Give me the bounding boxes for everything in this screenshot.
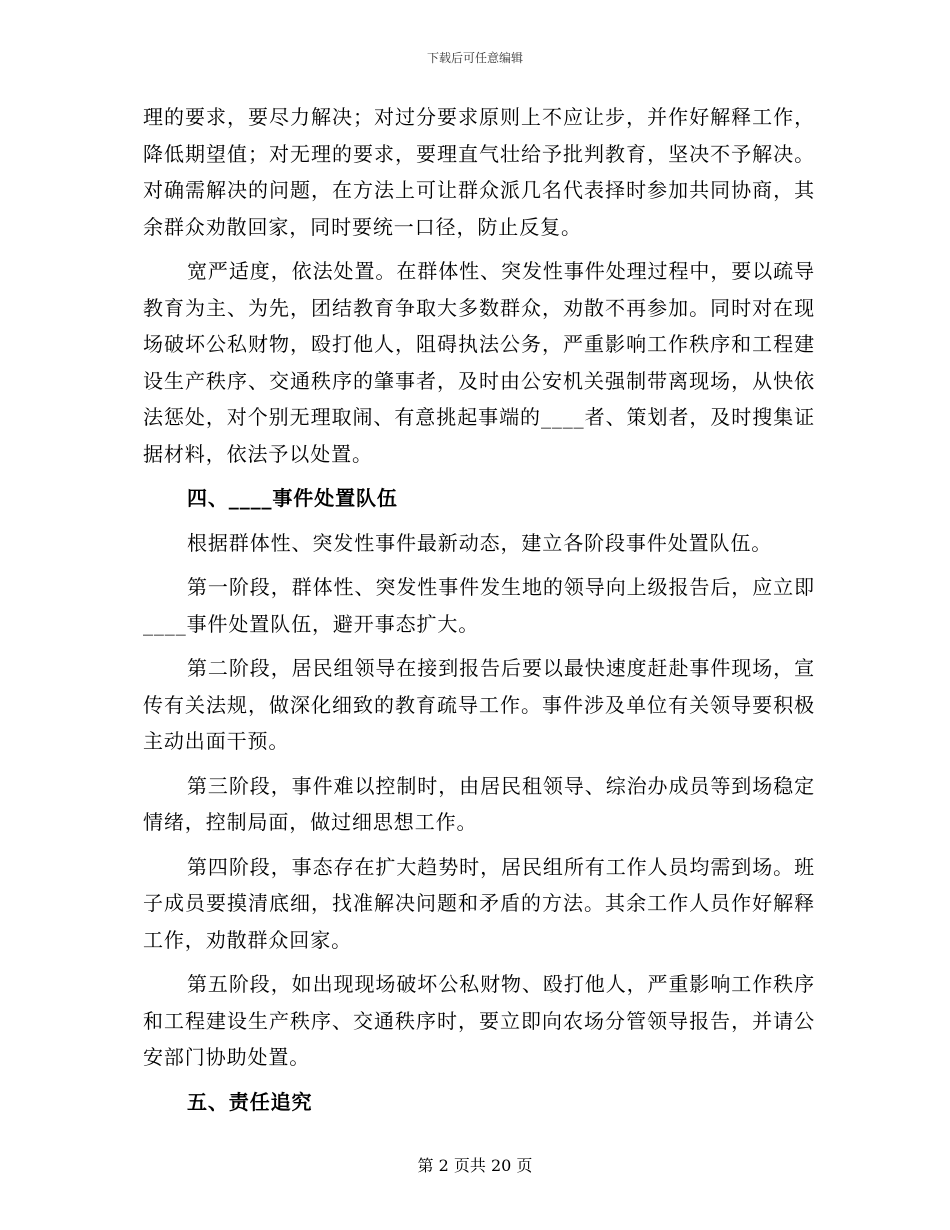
paragraph-stage-5: 第五阶段，如出现现场破坏公私财物、殴打他人，严重影响工作秩序和工程建设生产秩序、交通秩序时，要立即向农场分管领导报告，并请公安部门协助处置。	[143, 972, 815, 1069]
section-heading-5: 五、责任追究	[187, 1089, 313, 1114]
paragraph-stage-1: 第一阶段，群体性、突发性事件发生地的领导向上级报告后，应立即____事件处置队伍，避开事态扩大。	[143, 575, 815, 636]
paragraph-stage-3: 第三阶段，事件难以控制时，由居民租领导、综治办成员等到场稳定情绪，控制局面，做过细思想工作。	[143, 773, 815, 834]
paragraph-stage-2: 第二阶段，居民组领导在接到报告后要以最快速度赶赴事件现场，宣传有关法规，做深化细致的教育疏导工作。事件涉及单位有关领导要积极主动出面干预。	[143, 656, 815, 753]
paragraph-continuation: 理的要求，要尽力解决；对过分要求原则上不应让步，并作好解释工作，降低期望值；对无理的要求，要理直气壮给予批判教育，坚决不予解决。对确需解决的问题，在方法上可让群众派几名代表择时参加共同协商，其余群众劝散回家，同时要统一口径，防止反复。	[143, 105, 815, 239]
section-heading-4: 四、____事件处置队伍	[187, 486, 398, 510]
paragraph-lenient-strict: 宽严适度，依法处置。在群体性、突发性事件处理过程中，要以疏导教育为主、为先，团结教育争取大多数群众，劝散不再参加。同时对在现场破坏公私财物，殴打他人，阻碍执法公务，严重影响工作秩序和工程建设生产秩序、交通秩序的肇事者，及时由公安机关强制带离现场，从快依法惩处，对个别无理取闹、有意挑起事端的____者、策划者，及时搜集证据材料，依法予以处置。	[143, 259, 815, 466]
paragraph-stage-4: 第四阶段，事态存在扩大趋势时，居民组所有工作人员均需到场。班子成员要摸清底细，找准解决问题和矛盾的方法。其余工作人员作好解释工作，劝散群众回家。	[143, 854, 815, 952]
paragraph-team-intro: 根据群体性、突发性事件最新动态，建立各阶段事件处置队伍。	[187, 530, 773, 555]
page-number: 第 2 页共 20 页	[417, 1156, 533, 1175]
document-body	[143, 99, 815, 1120]
page-header-note: 下载后可任意编辑	[426, 51, 523, 65]
